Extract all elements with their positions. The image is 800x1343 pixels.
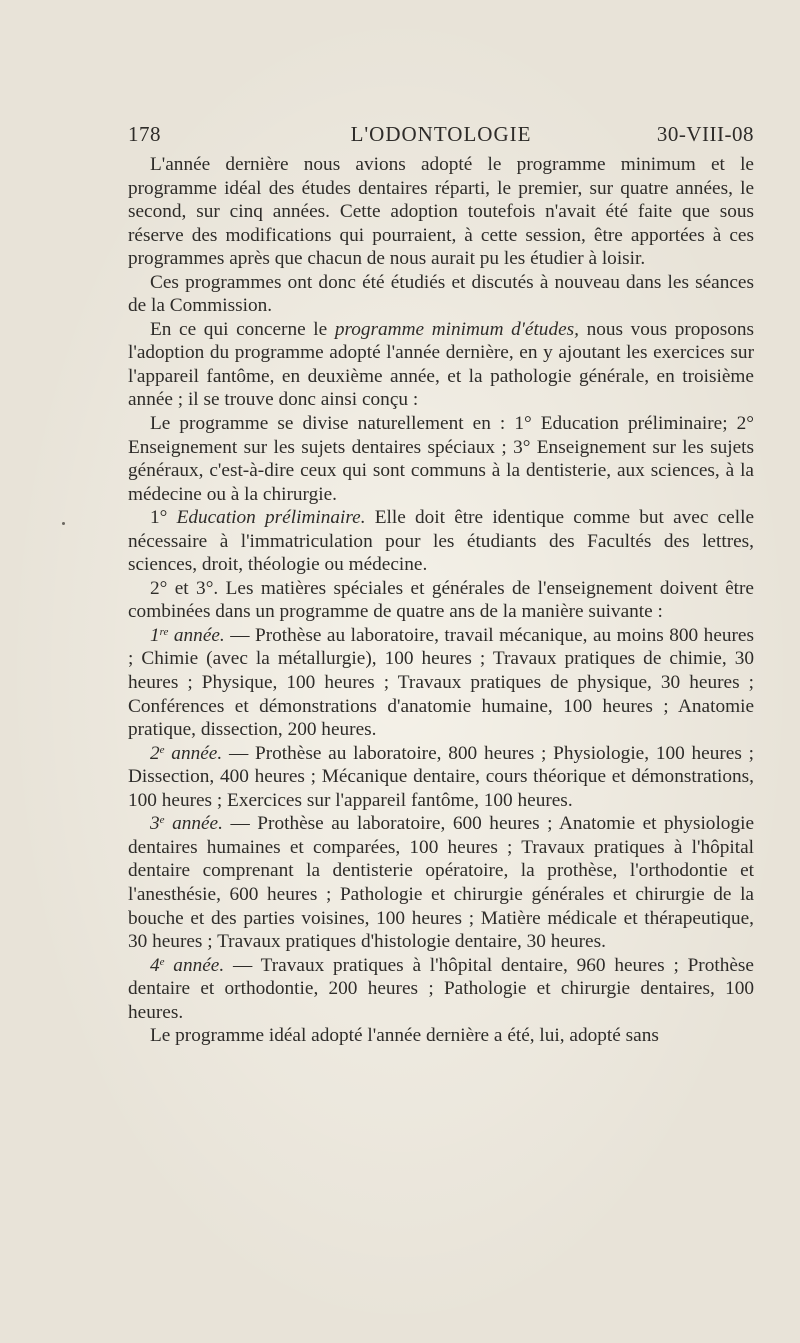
text-run: nous vous proposons l'adoption du programme adopté l'année dernière, en y ajoutant les exercices sur l'appareil fantôme, en deuxième année, et la pathologie générale, en troisième année ; il se trouve donc ainsi conçu : <box>128 318 754 411</box>
text-run: En ce qui concerne le <box>150 318 335 340</box>
italic-term: Education préliminaire. <box>176 507 366 529</box>
year-ordinal: e <box>159 814 165 827</box>
paper-speck <box>62 522 65 525</box>
year-number: 3 <box>150 813 160 835</box>
page-number: 178 <box>128 122 161 146</box>
year-ordinal: re <box>159 625 169 638</box>
year-label: année. <box>164 742 223 764</box>
paragraph-year-2 <box>128 742 754 813</box>
paragraph-division: Le programme se divise naturellement en : 1° Education préliminaire; 2° Enseignement sur les sujets dentaires spéciaux ; 3° Enseignement sur les sujets généraux, c'est-à-dire ceux qui sont communs à la dentisterie, aux sciences, à la médecine ou à la chirurgie. <box>128 413 754 505</box>
paragraph-programme-minimum <box>128 318 754 412</box>
running-title: L'ODONTOLOGIE <box>350 122 532 146</box>
year-text: — Prothèse au laboratoire, 800 heures ; Physiologie, 100 heures ; Dissection, 400 heures ; Mécanique dentaire, cours théorique et démonstrations, 100 heures ; Exercices sur l'appareil fantôme, 100 heures. <box>128 742 754 811</box>
paragraph-matieres: 2° et 3°. Les matières spéciales et générales de l'enseignement doivent être combinées dans un programme de quatre ans de la manière suivante : <box>128 577 754 623</box>
issue-date: 30-VIII-08 <box>656 122 754 146</box>
paragraph-year-1 <box>128 624 754 742</box>
text-run: 1° <box>150 507 177 529</box>
year-number: 1 <box>150 624 160 646</box>
year-number: 4 <box>150 954 160 976</box>
paragraph-year-3 <box>128 812 754 953</box>
paragraph-year-4 <box>128 954 754 1025</box>
year-label: année. <box>164 954 225 976</box>
year-text: — Prothèse au laboratoire, 600 heures ; Anatomie et physiologie dentaires humaines et comparées, 100 heures ; Travaux pratiques à l'hôpital dentaire comprenant la dentisterie opératoire, la prothèse, l'orthodontie et l'anesthésie, 600 heures ; Pathologie et chirurgie générales et chirurgie de la bouche et des parties voisines, 100 heures ; Matière médicale et thérapeutique, 30 heures ; Travaux pratiques d'histologie dentaire, 30 heures. <box>128 813 754 953</box>
year-label: année. <box>168 624 225 646</box>
italic-term: programme minimum d'études, <box>334 318 579 340</box>
year-ordinal: e <box>159 955 165 968</box>
page-body <box>128 153 754 1048</box>
paragraph-commission: Ces programmes ont donc été étudiés et discutés à nouveau dans les séances de la Commission. <box>128 271 754 317</box>
year-text: — Travaux pratiques à l'hôpital dentaire, 960 heures ; Prothèse dentaire et orthodontie, 200 heures ; Pathologie et chirurgie dentaires, 100 heures. <box>128 954 754 1023</box>
year-label: année. <box>164 813 223 835</box>
year-text: — Prothèse au laboratoire, travail mécanique, au moins 800 heures ; Chimie (avec la métallurgie), 100 heures ; Travaux pratiques de chimie, 30 heures ; Physique, 100 heures ; Travaux pratiques de physique, 30 heures ; Conférences et démonstrations d'anatomie humaine, 100 heures ; Anatomie pratique, dissection, 200 heures. <box>128 624 754 741</box>
paragraph-intro: L'année dernière nous avions adopté le programme minimum et le programme idéal des études dentaires réparti, le premier, sur quatre années, le second, sur cinq années. Cette adoption toutefois n'avait été faite que sous réserve des modifications qui pourraient, à cette session, être apportées à ces programmes après que chacun de nous aurait pu les étudier à loisir. <box>128 154 754 270</box>
text-run: Elle doit être identique comme but avec celle nécessaire à l'immatriculation pour les étudiants des Facultés des lettres, sciences, droit, théologie ou médecine. <box>128 507 754 576</box>
year-number: 2 <box>150 742 160 764</box>
paragraph-education-preliminaire <box>128 506 754 577</box>
page-header <box>128 121 754 147</box>
paragraph-programme-ideal: Le programme idéal adopté l'année dernière a été, lui, adopté sans <box>150 1025 659 1047</box>
year-ordinal: e <box>159 743 165 756</box>
